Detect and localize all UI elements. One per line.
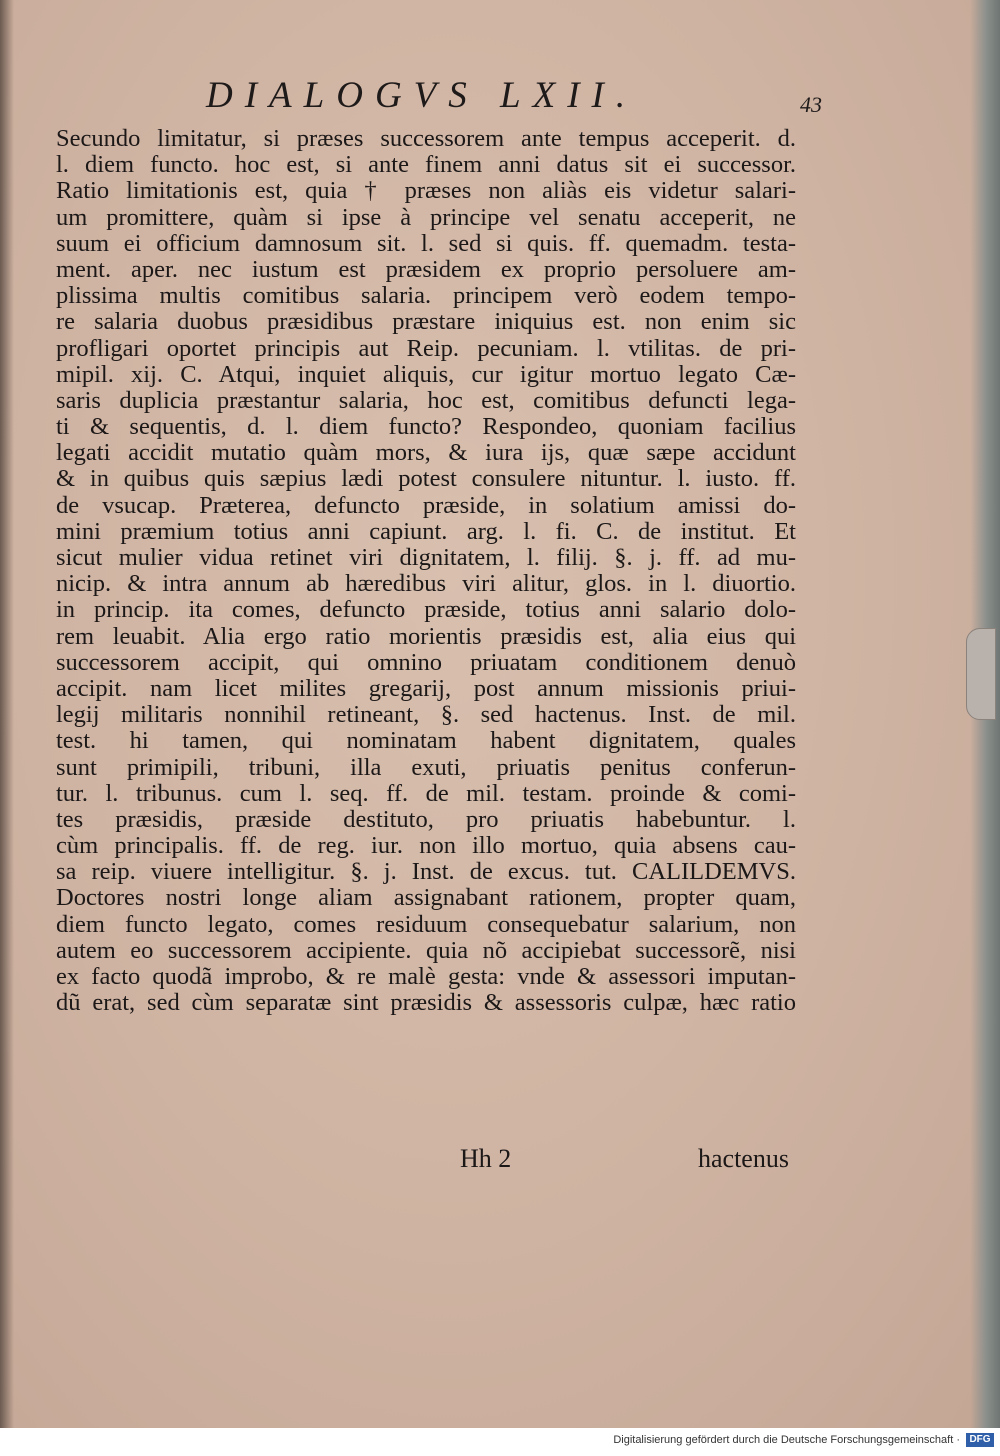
text-line: legati accidit mutatio quàm mors, & iura ijs, quæ sæpe accidunt	[56, 440, 796, 467]
digitization-note: Digitalisierung gefördert durch die Deutsche Forschungsgemeinschaft ·	[613, 1434, 960, 1446]
text-line: profligari oportet principis aut Reip. pecuniam. l. vtilitas. de pri-	[56, 335, 796, 362]
text-line: de vsucap. Præterea, defuncto præside, in solatium amissi do-	[56, 492, 796, 519]
text-line: legij militaris nonnihil retineant, §. sed hactenus. Inst. de mil.	[56, 702, 796, 729]
text-line: mipil. xij. C. Atqui, inquiet aliquis, cur igitur mortuo legato Cæ-	[56, 361, 796, 388]
text-line: Doctores nostri longe aliam assignabant rationem, propter quam,	[56, 885, 796, 912]
text-line: re salaria duobus præsidibus præstare iniquius est. non enim sic	[56, 309, 796, 336]
bookmark-tab	[966, 628, 996, 720]
text-line: l. diem functo. hoc est, si ante finem anni datus sit ei successor.	[56, 152, 796, 179]
text-line: autem eo successorem accipiente. quia nõ accipiebat successorẽ, nisi	[56, 937, 796, 964]
text-line: in princip. ita comes, defuncto præside, totius anni salario dolo-	[56, 597, 796, 624]
text-line: cùm principalis. ff. de reg. iur. non illo mortuo, quia absens cau-	[56, 833, 796, 860]
text-line: um promittere, quàm si ipse à principe vel senatu acceperit, ne	[56, 204, 796, 231]
text-line: saris duplicia præstantur salaria, hoc est, comitibus defuncti lega-	[56, 387, 796, 414]
text-line: & in quibus quis sæpius lædi potest consulere nituntur. l. iusto. ff.	[56, 466, 796, 493]
text-line: Ratio limitationis est, quia † præses non aliàs eis videtur salari-	[56, 178, 796, 205]
text-line: ex facto quodã improbo, & re malè gesta: vnde & assessori imputan-	[56, 964, 796, 990]
text-line: mini præmium totius anni capiunt. arg. l. fi. C. de institut. Et	[56, 518, 796, 545]
text-line: sunt primipili, tribuni, illa exuti, priuatis penitus conferun-	[56, 754, 796, 781]
running-header: DIALOGVS LXII.	[206, 75, 638, 116]
page-number: 43	[800, 92, 822, 117]
text-line: successorem accipit, qui omnino priuatam conditionem denuò	[56, 649, 796, 676]
text-line: sa reip. viuere intelligitur. §. j. Inst. de excus. tut. CALILDEMVS.	[56, 859, 796, 886]
text-line: dũ erat, sed cùm separatæ sint præsidis & assessoris culpæ, hæc ratio	[56, 990, 796, 1017]
text-line: ment. aper. nec iustum est præsidem ex proprio persoluere am-	[56, 256, 796, 283]
text-line: diem functo legato, comes residuum consequebatur salarium, non	[56, 911, 796, 938]
text-line: suum ei officium damnosum sit. l. sed si quis. ff. quemadm. testa-	[56, 230, 796, 257]
body-text	[56, 126, 796, 1016]
text-line: plissima multis comitibus salaria. principem verò eodem tempo-	[56, 283, 796, 310]
text-line: sicut mulier vidua retinet viri dignitatem, l. filij. §. j. ff. ad mu-	[56, 545, 796, 571]
text-line: tur. l. tribunus. cum l. seq. ff. de mil. testam. proinde & comi-	[56, 780, 796, 807]
text-line: rem leuabit. Alia ergo ratio morientis præsidis est, alia eius qui	[56, 623, 796, 650]
signature-mark: Hh 2	[460, 1144, 512, 1173]
text-line: nicip. & intra annum ab hæredibus viri alitur, glos. in l. diuortio.	[56, 571, 796, 598]
text-line: Secundo limitatur, si præses successorem ante tempus acceperit. d.	[56, 126, 796, 152]
text-line: ti & sequentis, d. l. diem functo? Respondeo, quoniam facilius	[56, 414, 796, 441]
gutter-shadow	[0, 0, 14, 1428]
text-line: tes præsidis, præside destituto, pro priuatis habebuntur. l.	[56, 806, 796, 833]
dfg-logo: DFG	[966, 1433, 994, 1447]
text-line: test. hi tamen, qui nominatam habent dignitatem, quales	[56, 728, 796, 755]
catchword: hactenus	[698, 1144, 789, 1173]
text-line: accipit. nam licet milites gregarij, post annum missionis priui-	[56, 675, 796, 702]
